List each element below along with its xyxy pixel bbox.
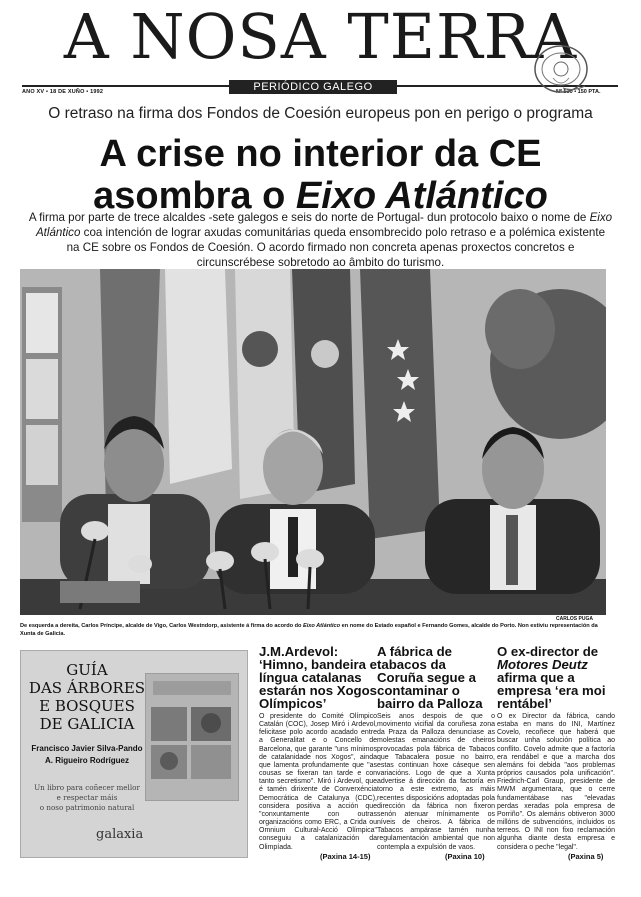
article-body: O ex Director da fábrica, cando estaba en mans do INI, Martínez Covelo, recoñece que haberá que buscar unha solución política ao conflito. Covelo admite que a factoría era rendábel e que a marcha dos alemáns foi debida "aos problemas próprios causados pola unificación". Friedrich-Carl Graup, presidente de MWM argumentara, que o cerre fundamentábase nas "elevadas perdas xeradas pola empresa de Porriño". Os alemáns obtiveron 3000 millóns de subvencións, incluidos os terreos. O INI non fixo reclamación algunha diante desta empresa e considera o peche "legal". bbox=[497, 713, 615, 851]
article-headline: A fábrica de tabacos da Coruña segue a contaminar o bairro da Palloza bbox=[377, 644, 483, 711]
headline-line-2: asombra o Eixo Atlántico bbox=[93, 175, 548, 217]
article-body: Seis anos despois de que o movimento vicifial da coruñesa zona da Praza da Palloza denunciase as molestas emanacións de cheiros provocadas pola fábrica de Tabacos que Tabacalera posue no bairro, estas continuan hoxe cáseque sen variacións. Logo de que a Xunta advertise á dirección da factoría en torno a este extremo, as máis recentes disposicións adoptadas pola dirección da fábrica non fixeron senón atenuar mínimamente os níveis de cheiros. A fábrica de Tabacos ampárase tamén nunha regulamentación ambiental que non contempla a expulsión de vaos. bbox=[377, 713, 495, 851]
kicker: O retraso na firma dos Fondos de Coesión europeus pon en perigo o programa bbox=[48, 105, 593, 122]
library-stamp-icon bbox=[523, 42, 599, 96]
book-cover-icon bbox=[145, 673, 239, 801]
page-reference: (Paxina 5) bbox=[568, 852, 604, 861]
article-deutz bbox=[497, 645, 615, 852]
ad-title: GUÍA DAS ÁRBORES E BOSQUES DE GALICIA bbox=[28, 661, 146, 733]
issue-info: ANO XV • 18 DE XUÑO • 1992 bbox=[22, 89, 104, 95]
issue-number: Nº 530 • 150 PTA. bbox=[556, 89, 601, 95]
article-headline: J.M.Ardevol: ‘Himno, bandeira e língua catalanas estarán nos Xogos Olímpicos’ bbox=[259, 644, 377, 711]
book-advertisement bbox=[20, 650, 248, 858]
article-body: O presidente do Comité Olímpico Catalán (COC), Josep Miró i Ardevol, felicitase polo acordo acadado entre a Generalitat e o Concello de Barcelona, que garante "uns mínimos de catalanidade nos Xogos", ainda que lamenta profundamente que "as cousas se fixeran tan tarde e con tanto secretismo". Miró i Ardevol, que é tamén dirixente de Converxéncia Democrática de Catalunya (CDC), considera positiva a acción que "conxuntamente con outras organizacións como ERC, a Crida ou Omnium Cultural-Acció Olímpica" conseguiu a catalanización da Olimpíada. bbox=[259, 713, 377, 851]
photo-credit: CARLOS PUGA bbox=[556, 616, 593, 622]
press-conference-photo bbox=[20, 269, 606, 615]
article-ardevol bbox=[259, 645, 377, 852]
headline-emphasis: Eixo Atlántico bbox=[295, 175, 548, 217]
ad-tagline: Un libro para coñecer mellor e respectar máis o noso patrimonio natural bbox=[34, 783, 140, 812]
photo-caption: De esquerda a dereita, Carlos Príncipe, alcalde de Vigo, Carlos Westndorp, asistente á firma do acordo do Eixo Atlántico en nome do Estado español e Fernando Gomes, alcalde do Porto. Non estiviu representación da Xunta de Galicia. bbox=[20, 623, 598, 637]
page-reference: (Paxina 14-15) bbox=[320, 852, 371, 861]
photo-illustration bbox=[20, 269, 606, 615]
article-tabacos bbox=[377, 645, 495, 852]
lede: A firma por parte de trece alcaldes -sete galegos e seis do norte de Portugal- dun protocolo baixo o nome de Eixo Atlántico coa intención de lograr axudas comunitárias queda ensombrecido polo retraso e a polémica existente na CE sobre os Fondos de Coesión. O acordo firmado non concreta apenas proxectos concretos e circunscrébese sobretodo ao âmbito do turismo. bbox=[28, 211, 613, 269]
ad-authors: Francisco Javier Silva-Pando A. Rigueiro Rodríguez bbox=[31, 744, 143, 765]
masthead bbox=[0, 0, 641, 107]
masthead-subtitle: PERIÓDICO GALEGO SEMANAL bbox=[229, 80, 397, 94]
masthead-title: A NOSA TERRA bbox=[63, 0, 578, 73]
headline-line-1: A crise no interior da CE bbox=[99, 133, 542, 175]
ad-publisher: galaxia bbox=[96, 827, 144, 842]
article-headline: O ex-director de Motores Deutz afirma que a empresa ‘era moi rentábel’ bbox=[497, 644, 606, 711]
page-reference: (Paxina 10) bbox=[445, 852, 485, 861]
main-headline bbox=[0, 133, 641, 217]
